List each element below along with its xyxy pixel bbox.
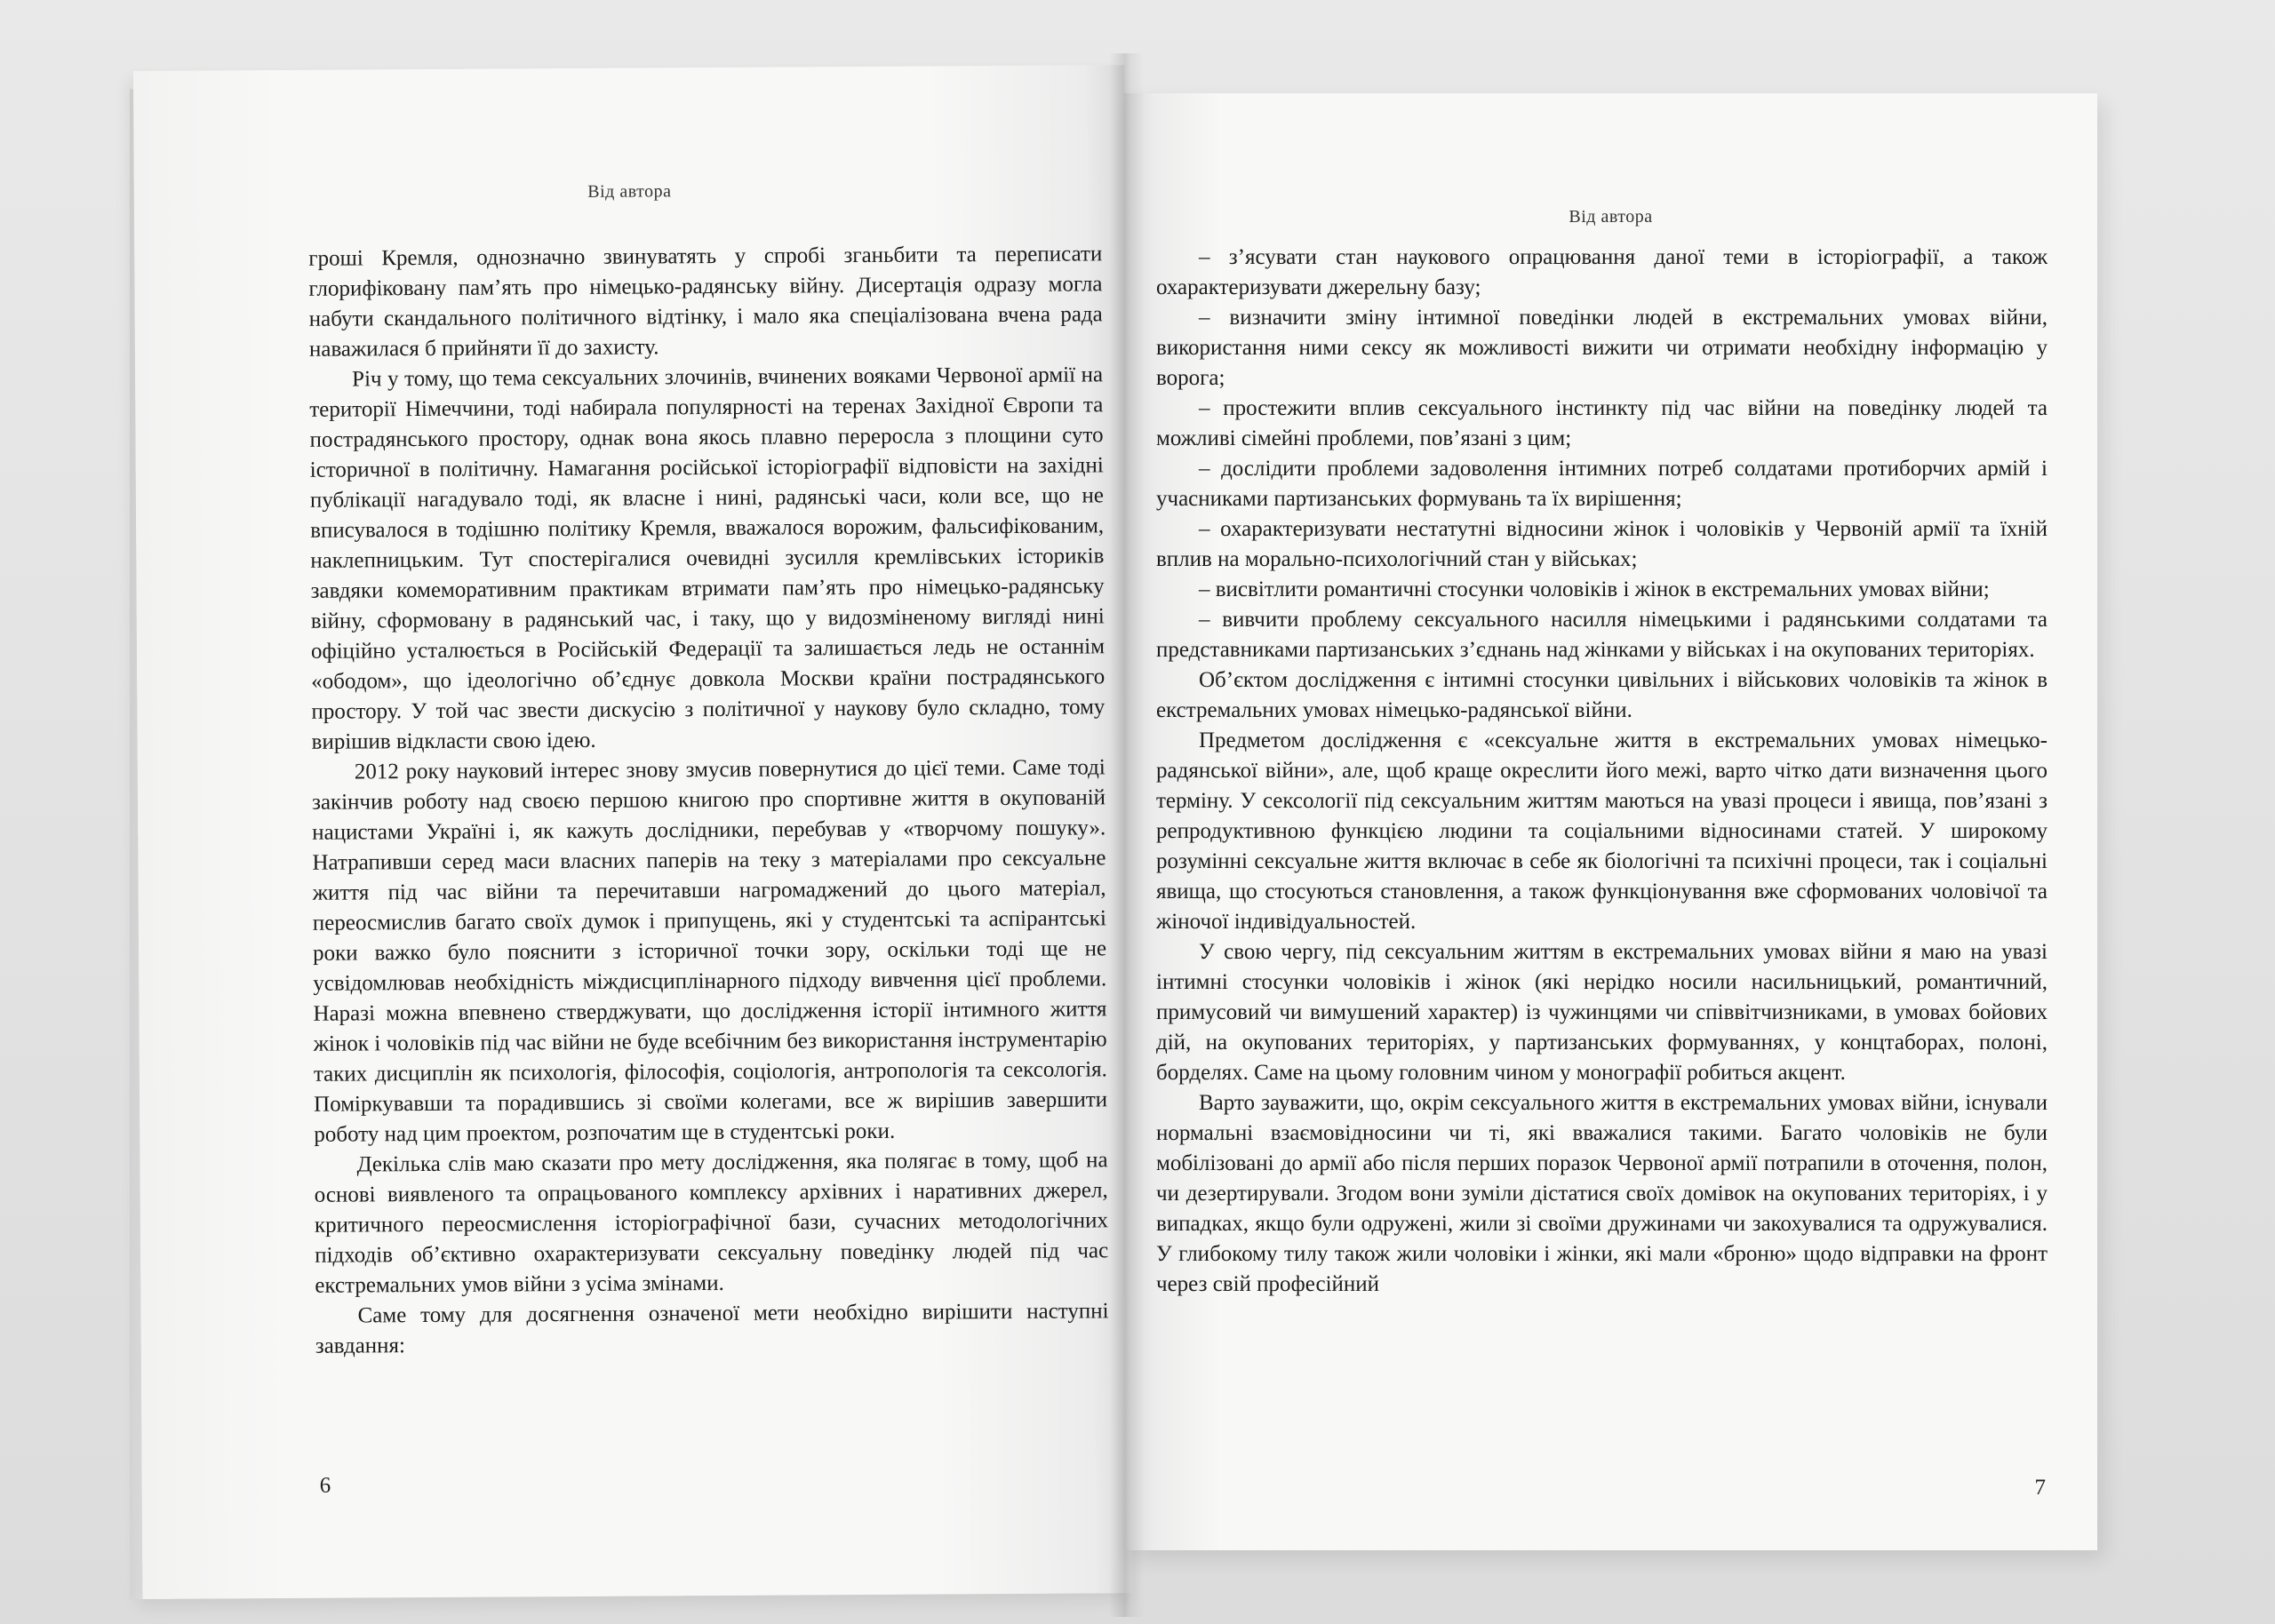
paragraph: Об’єктом дослідження є інтимні стосунки цивільних і військових чоловіків та жінок в екстремальних умовах німецько-радянської війни.: [1156, 668, 2048, 722]
paragraph: Варто зауважити, що, окрім сексуального життя в екстремальних умовах війни, існували нормальні взаємовідносини чи ті, які вважалися такими. Багато чоловіків не були мобілізовані до армії або після перших поразок Червоної армії потрапили в оточення, полон, чи дезертирували. Згодом вони зуміли дістатися своїх домівок на окупованих територіях, і у випадках, якщо були одружені, жили зі своїми дружинами чи закохувалися та одружувалися. У глибокому тилу також жили чоловіки і жінки, які мали «броню» щодо відправки на фронт через свій професійний: [1156, 1091, 2048, 1296]
paragraph: 2012 року науковий інтерес знову змусив повернутися до цієї теми. Саме тоді закінчив роботу над своєю першою книгою про спортивне життя в окупованій нацистами Україні і, як кажуть дослідники, перебував у «творчому пошуку». Натрапивши серед маси власних паперів на теку з матеріалами про сексуальне життя під час війни та перечитавши нагромаджений до цього матеріал, переосмислив багато своїх думок і припущень, які у студентські та аспірантські роки важко було пояснити з історичної точки зору, оскільки тоді ще не усвідомлював необхідність міждисциплінарного підходу вивчення цієї проблеми. Наразі можна впевнено стверджувати, що дослідження історії інтимного життя жінок і чоловіків під час війни не буде всебічним без використання інструментарію таких дисциплін як психологія, філософія, соціологія, антропологія та сексологія. Поміркувавши та порадившись зі своїми колегами, все ж вирішив завершити роботу над цим проектом, розпочатим ще в студентські роки.: [311, 755, 1108, 1147]
left-page: [133, 65, 1133, 1599]
paragraph: У свою чергу, під сексуальним життям в екстремальних умовах війни я маю на увазі інтимні стосунки чоловіків і жінок (які нерідко носили насильницький, романтичний, примусовий чи вимушений характер) із чужинцями чи співвітчизниками, в умовах бойових дій, на окупованих територіях, у партизанських формуваннях, у концтаборах, полоні, борделях. Саме на цьому головним чином у монографії робиться акцент.: [1156, 940, 2048, 1085]
running-head: Від автора: [1569, 207, 1653, 227]
list-item: – визначити зміну інтимної поведінки людей в екстремальних умовах війни, використання ними сексу як можливості вижити чи отримати необхідну інформацію у ворога;: [1156, 306, 2048, 390]
list-item: – висвітлити романтичні стосунки чоловіків і жінок в екстремальних умовах війни;: [1199, 577, 1990, 601]
paragraph: Декілька слів маю сказати про мету дослідження, яка полягає в тому, щоб на основі виявленого та опрацьованого комплексу архівних і наративних джерел, критичного переосмислення історіографічної бази, сучасних методологічних підходів об’єктивно охарактеризувати сексуальну поведінку людей під час екстремальних умов війни з усіма змінами.: [314, 1148, 1109, 1298]
page-number: 6: [319, 1473, 331, 1498]
right-page-text: [1156, 243, 2048, 1300]
paragraph: гроші Кремля, однозначно звинуватять у спробі зганьбити та переписати глорифіковану пам’ять про німецько-радянську війну. Дисертація одразу могла набути скандального політичного відтінку, і мало яка спеціалізована вчена рада наважилася б прийняти її до захисту.: [308, 242, 1103, 362]
list-item: – простежити вплив сексуального інстинкту під час війни на поведінку людей та можливі сімейні проблеми, пов’язані з цим;: [1156, 396, 2048, 450]
paragraph: Предметом дослідження є «сексуальне життя в екстремальних умовах німецько-радянської війни», але, щоб краще окреслити його межі, варто чітко дати визначення цього терміну. У сексології під сексуальним життям маються на увазі процеси і явища, пов’язані з репродуктивною функцією людини та соціальними відносинами статей. У широкому розумінні сексуальне життя включає в себе як біологічні та психічні процеси, так і соціальні явища, що стосуються становлення, а також функціонування вже сформованих чоловічої та жіночої індивідуальностей.: [1156, 728, 2048, 934]
list-item: – дослідити проблеми задоволення інтимних потреб солдатами протиборчих армій і учасниками партизанських формувань та їх вирішення;: [1156, 457, 2048, 511]
book-gutter: [1109, 53, 1145, 1617]
list-item: – з’ясувати стан наукового опрацювання даної теми в історіографії, а також охарактеризувати джерельну базу;: [1156, 245, 2048, 299]
left-page-text: [308, 239, 1109, 1361]
running-head: Від автора: [587, 181, 672, 202]
list-item: – вивчити проблему сексуального насилля німецькими і радянськими солдатами та представниками партизанських з’єднань над жінками у військах і на окупованих територіях.: [1156, 608, 2048, 662]
list-item: – охарактеризувати нестатутні відносини жінок і чоловіків у Червоній армії та їхній вплив на морально-психологічний стан у військах;: [1156, 517, 2048, 571]
right-page: [1124, 93, 2097, 1550]
page-number: 7: [2034, 1476, 2046, 1500]
paragraph: Річ у тому, що тема сексуальних злочинів, вчинених вояками Червоної армії на території Німеччини, тоді набирала популярності на теренах Західної Європи та пострадянського простору, однак вона якось плавно переросла з площини суто історичної в політичну. Намагання російської історіографії відповісти на західні публікації нагадувало тоді, як власне і нині, радянські часи, коли все, що не вписувалося в тодішню політику Кремля, вважалося ворожим, фальсифікованим, наклепницьким. Тут спостерігалися очевидні зусилля кремлівських істориків завдяки комеморативним практикам втримати пам’ять про німецько-радянську війну, сформовану в радянський час, і таку, що у видозміненому вигляді нині офіційно усталюється в Російській Федерації та залишається ледь не останнім «ободом», що ідеологічно об’єднує довкола Москви країни пострадянського простору. У той час звести дискусію з політичної у наукову було складно, тому вирішив відкласти свою ідею.: [309, 362, 1106, 754]
paragraph: Саме тому для досягнення означеної мети необхідно вирішити наступні завдання:: [315, 1299, 1109, 1358]
